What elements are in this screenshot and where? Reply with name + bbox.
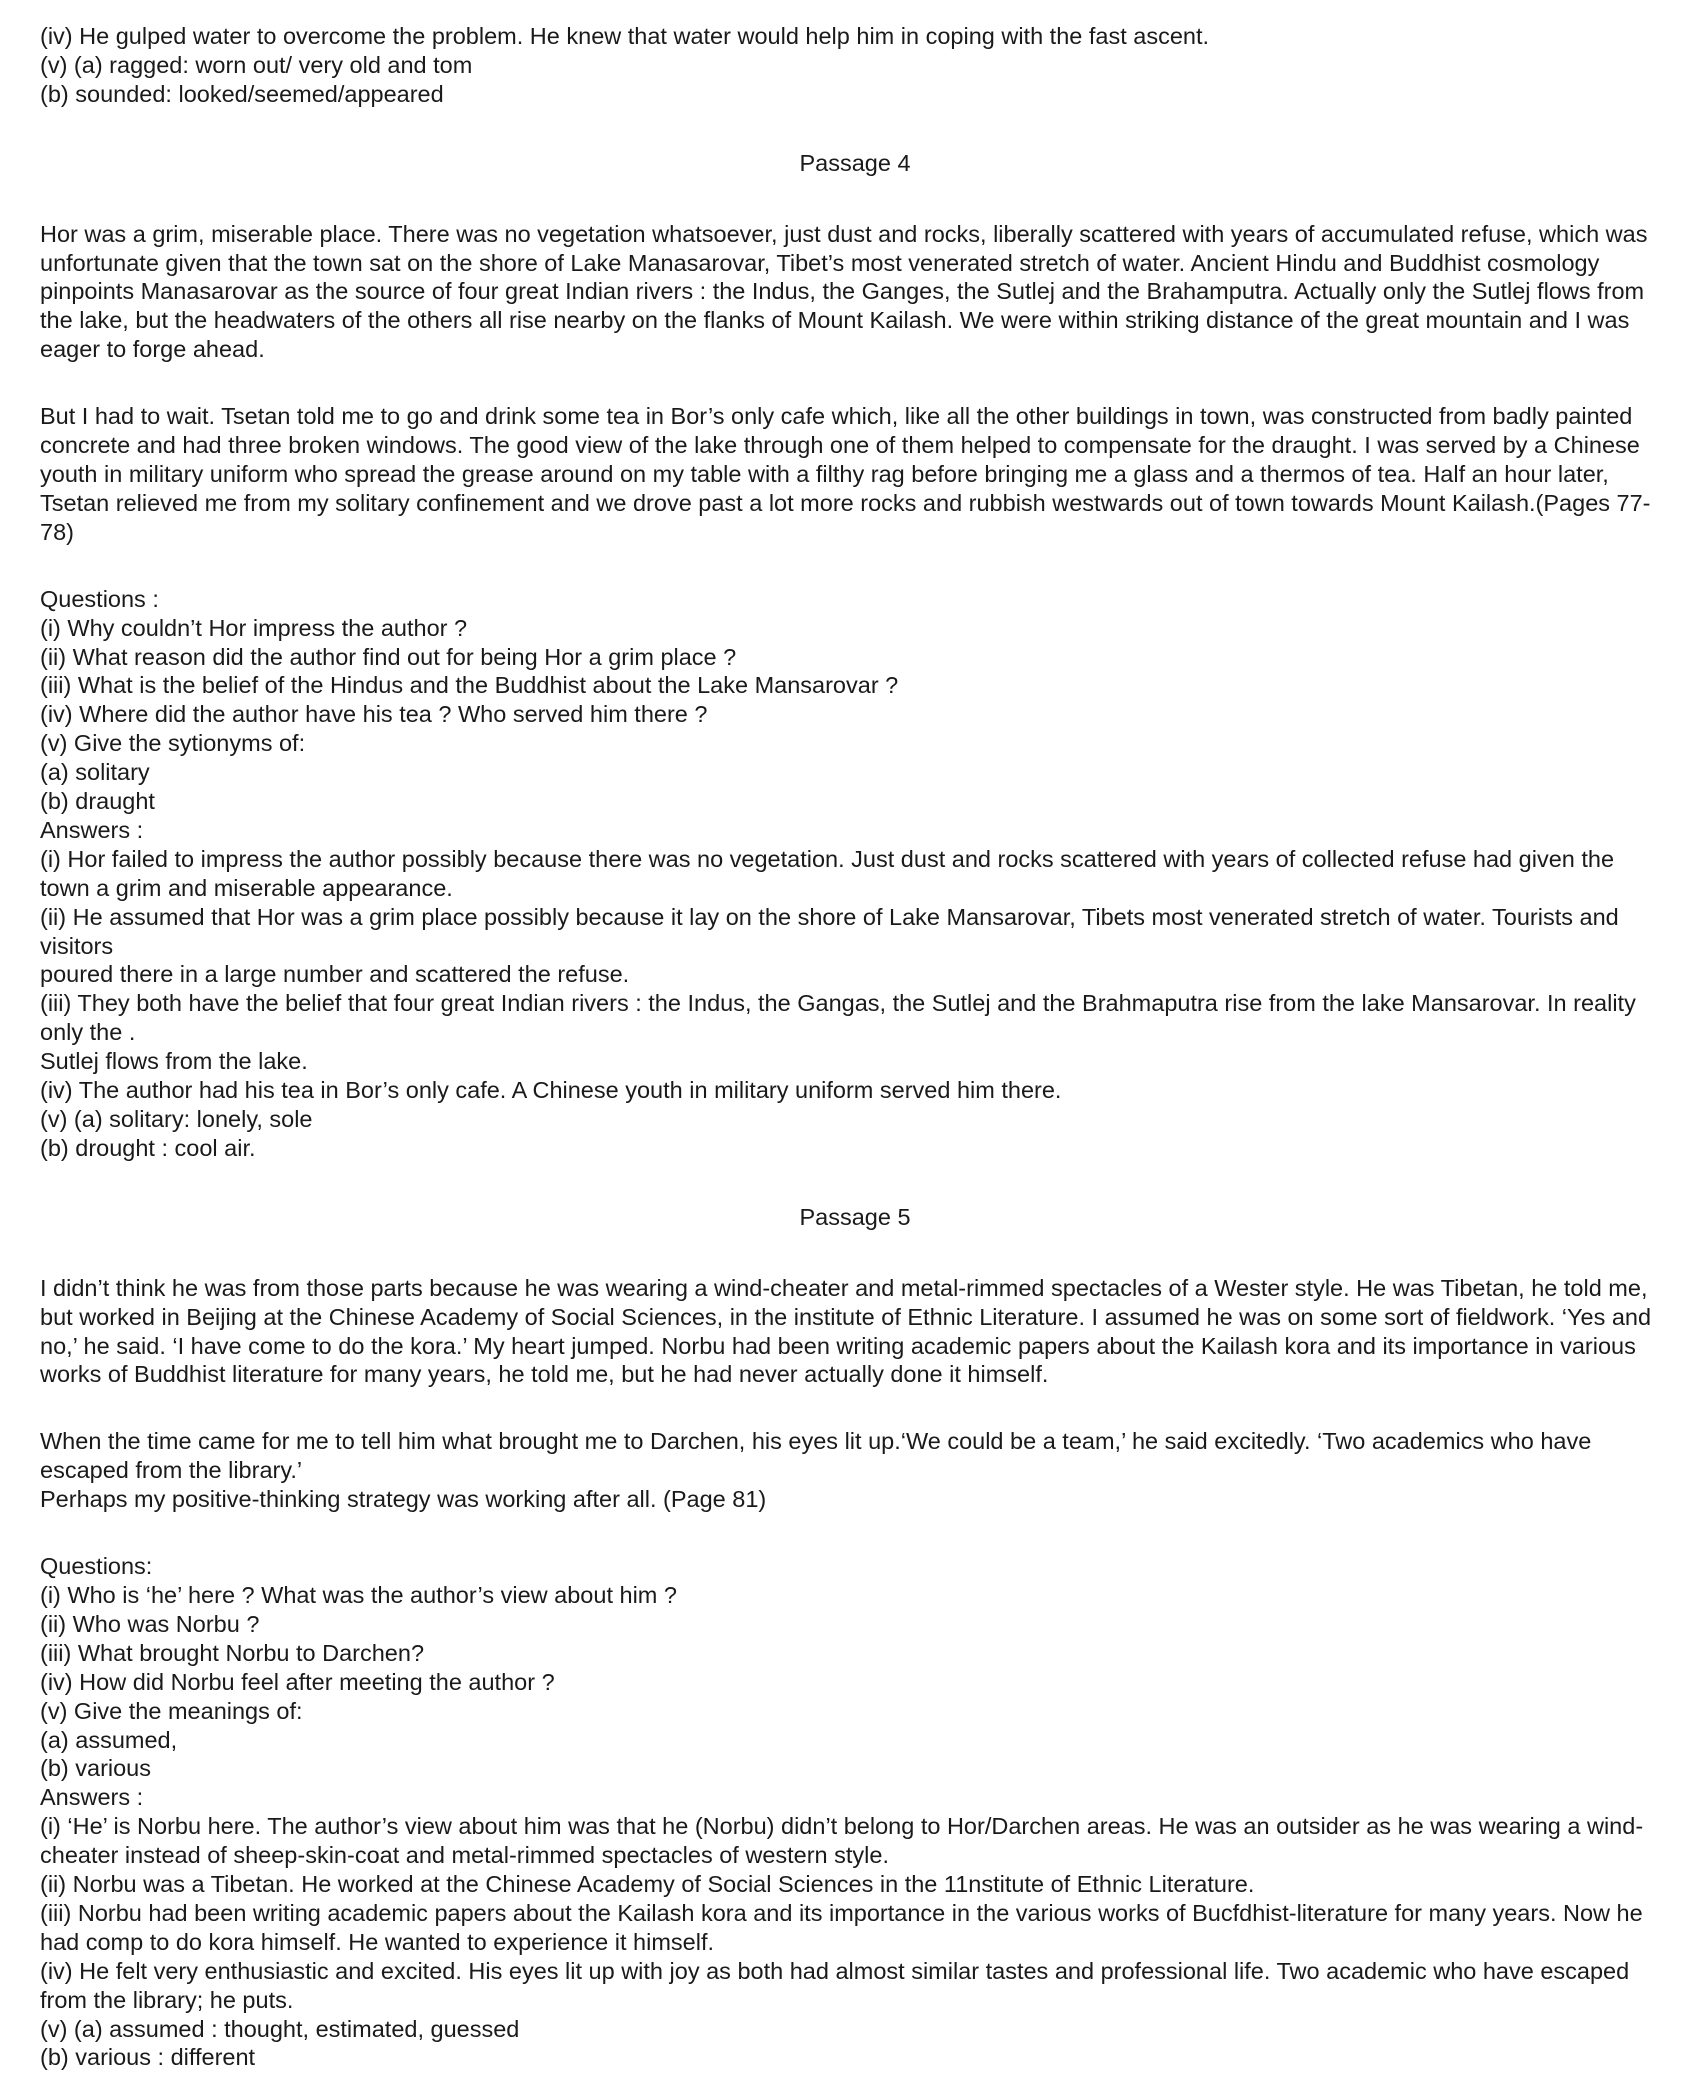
passage-4-paragraph-2: But I had to wait. Tsetan told me to go and drink some tea in Bor’s only cafe which, like all the other buildings in town, was constructed from badly painted concrete and had three broken windows. The good view of the lake through one of them helped to compensate for the draught. I was served by a Chinese youth in military uniform who spread the grease around on my table with a filthy rag before bringing me a glass and a thermos of tea. Half an hour later, Tsetan relieved me from my solitary confinement and we drove past a lot more rocks and rubbish westwards out of town towards Mount Kailash.(Pages 77-78) [40, 403, 1651, 545]
answer-item: (iii) They both have the belief that four great Indian rivers : the Indus, the Gangas, the Sutlej and the Brahmaputra rise from the lake Mansarovar. In reality only the . [40, 990, 1636, 1046]
answer-item: (ii) Norbu was a Tibetan. He worked at the Chinese Academy of Social Sciences in the 11nstitute of Ethnic Literature. [40, 1871, 1255, 1898]
passage-5-questions-label: Questions: [40, 1553, 153, 1580]
passage-4-answers [40, 845, 1670, 1163]
passage-4-questions-label: Questions : [40, 585, 159, 612]
passage-5 [40, 1274, 1670, 2073]
answer-item: (b) drought : cool air. [40, 1134, 256, 1161]
question-item: (ii) What reason did the author find out for being Hor a grim place ? [40, 643, 737, 670]
question-item: (i) Why couldn’t Hor impress the author ? [40, 614, 468, 641]
question-item: (a) solitary [40, 759, 150, 786]
answer-item: (iv) The author had his tea in Bor’s only cafe. A Chinese youth in military uniform served him there. [40, 1077, 1062, 1104]
answer-item: (v) (a) solitary: lonely, sole [40, 1106, 313, 1132]
passage-5-paragraph-2: When the time came for me to tell him what brought me to Darchen, his eyes lit up.‘We could be a team,’ he said excitedly. ‘Two academics who have escaped from the library.’ [40, 1428, 1592, 1484]
question-item: (b) draught [40, 788, 155, 815]
answer-item: (iv) He felt very enthusiastic and excited. His eyes lit up with joy as both had almost similar tastes and professional life. Two academic who have escaped from the library; he puts. [40, 1957, 1630, 2013]
answer-item: poured there in a large number and scattered the refuse. [40, 961, 630, 988]
answer-item: (i) Hor failed to impress the author possibly because there was no vegetation. Just dust and rocks scattered with years of collected refuse had given the town a grim and miserable appearance. [40, 845, 1615, 901]
passage-5-heading: Passage 5 [799, 1203, 911, 1230]
answer-item: (b) various : different [40, 2044, 256, 2071]
document-page [40, 22, 1670, 2072]
answer-item: (iii) Norbu had been writing academic papers about the Kailash kora and its importance in the various works of Bucfdhist-literature for many years. Now he had comp to do kora himself. He wanted to experience it himself. [40, 1899, 1643, 1955]
question-item: (iv) Where did the author have his tea ? Who served him there ? [40, 701, 708, 728]
passage-4-answers-label: Answers : [40, 816, 144, 843]
question-item: (iii) What is the belief of the Hindus and the Buddhist about the Lake Mansarovar ? [40, 672, 899, 699]
passage-4-paragraph-1: Hor was a grim, miserable place. There was no vegetation whatsoever, just dust and rocks, liberally scattered with years of accumulated refuse, which was unfortunate given that the town sat on the shore of Lake Manasarovar, Tibet’s most venerated stretch of water. Ancient Hindu and Buddhist cosmology pinpoints Manasarovar as the source of four great Indian rivers : the Indus, the Ganges, the Sutlej and the Brahamputra. Actually only the Sutlej flows from the lake, but the headwaters of the others all rise nearby on the flanks of Mount Kailash. We were within striking distance of the great mountain and I was eager to forge ahead. [40, 220, 1648, 363]
question-item: (iii) What brought Norbu to Darchen? [40, 1639, 425, 1666]
answer-item: (ii) He assumed that Hor was a grim place possibly because it lay on the shore of Lake Mansarovar, Tibets most venerated stretch of water. Tourists and visitors [40, 903, 1619, 959]
passage-5-paragraph-3: Perhaps my positive-thinking strategy was working after all. (Page 81) [40, 1486, 767, 1513]
answer-item: (i) ‘He’ is Norbu here. The author’s view about him was that he (Norbu) didn’t belong to Hor/Darchen areas. He was an outsider as he was wearing a wind-cheater instead of sheep-skin-coat and metal-rimmed spectacles of western style. [40, 1813, 1644, 1869]
passage-5-questions [40, 1581, 1670, 1783]
passage-5-answers-label: Answers : [40, 1784, 144, 1811]
passage-4-heading: Passage 4 [799, 149, 911, 176]
intro-answers [40, 22, 1670, 109]
question-item: (b) various [40, 1755, 152, 1782]
intro-answer: (iv) He gulped water to overcome the problem. He knew that water would help him in coping with the fast ascent. [40, 23, 1210, 49]
passage-4 [40, 220, 1670, 1163]
intro-answer: (v) (a) ragged: worn out/ very old and tom [40, 51, 473, 78]
answer-item: (v) (a) assumed : thought, estimated, guessed [40, 2015, 520, 2042]
passage-5-paragraph-1: I didn’t think he was from those parts because he was wearing a wind-cheater and metal-rimmed spectacles of a Wester style. He was Tibetan, he told me, but worked in Beijing at the Chinese Academy of Social Sciences, in the institute of Ethnic Literature. I assumed he was on some sort of fieldwork. ‘Yes and no,’ he said. ‘I have come to do the kora.’ My heart jumped. Norbu had been writing academic papers about the Kailash kora and its importance in various works of Buddhist literature for many years, he told me, but he had never actually done it himself. [40, 1274, 1652, 1388]
question-item: (i) Who is ‘he’ here ? What was the author’s view about him ? [40, 1581, 677, 1608]
question-item: (iv) How did Norbu feel after meeting the author ? [40, 1668, 555, 1695]
question-item: (v) Give the meanings of: [40, 1697, 303, 1724]
question-item: (ii) Who was Norbu ? [40, 1610, 260, 1637]
question-item: (v) Give the sytionyms of: [40, 730, 306, 757]
passage-4-questions [40, 614, 1670, 816]
question-item: (a) assumed, [40, 1726, 178, 1753]
passage-5-answers [40, 1812, 1670, 2072]
answer-item: Sutlej flows from the lake. [40, 1048, 308, 1075]
intro-answer: (b) sounded: looked/seemed/appeared [40, 80, 444, 107]
